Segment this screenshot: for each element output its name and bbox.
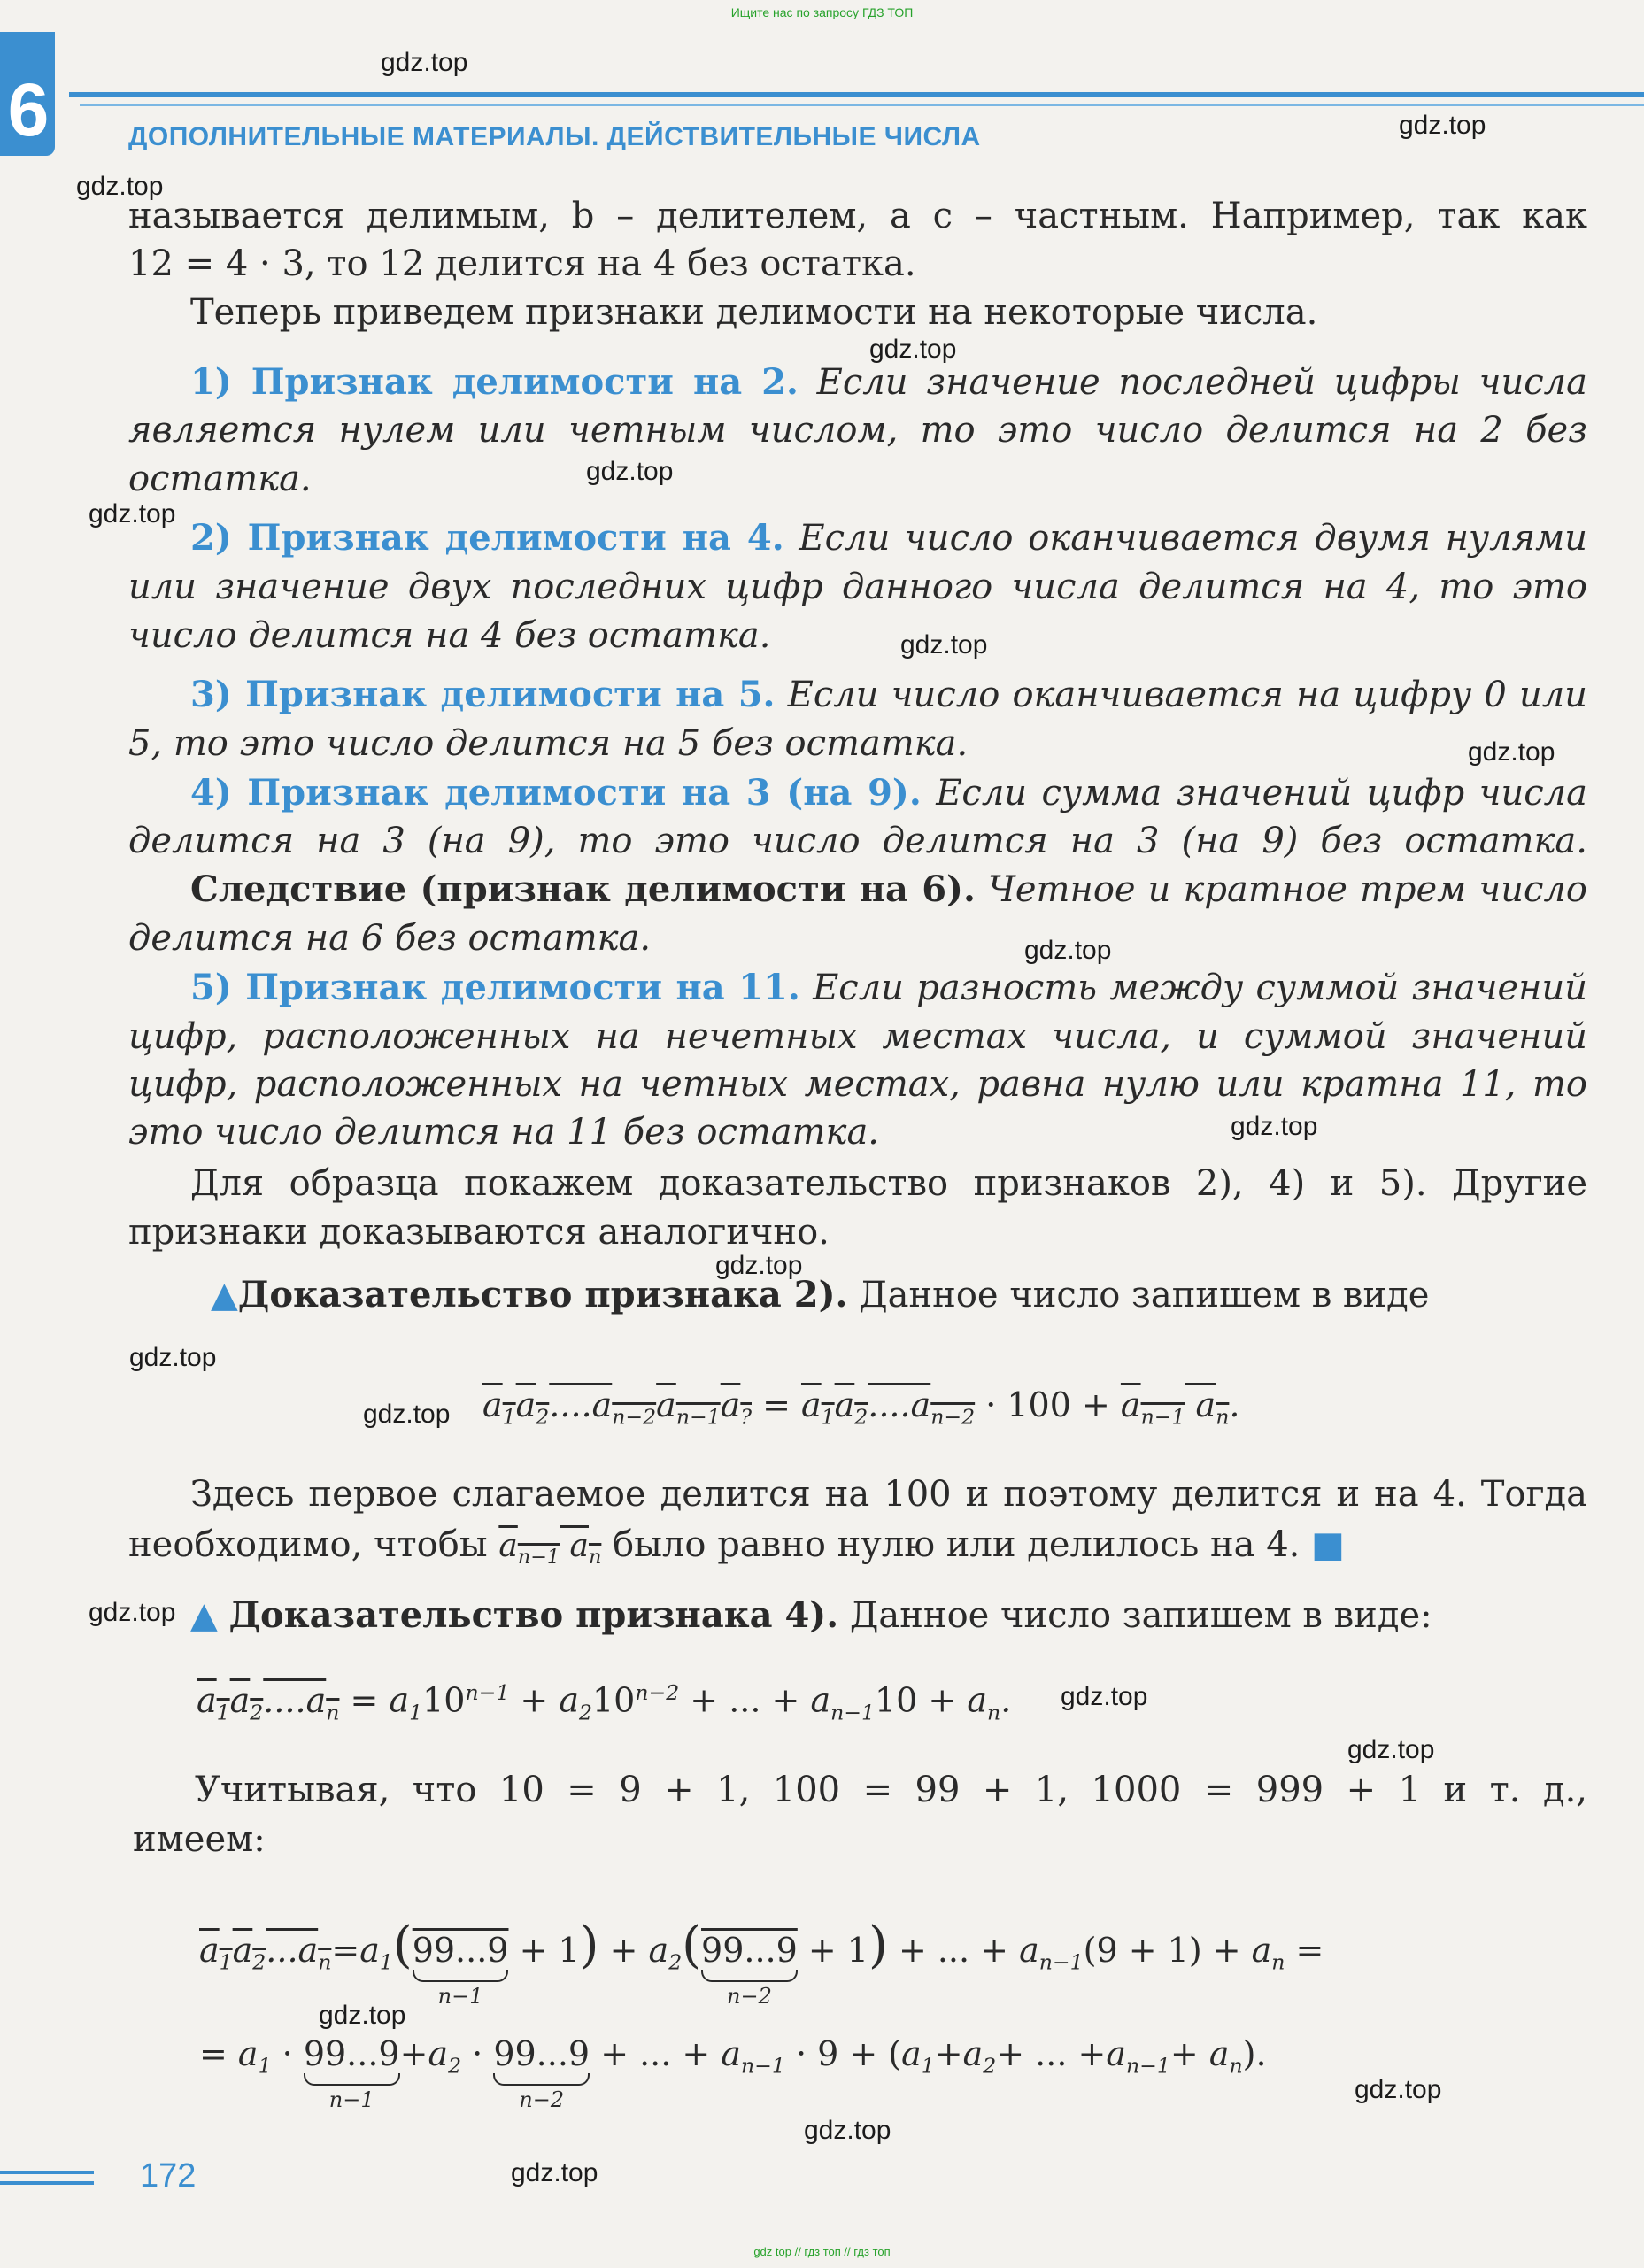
- rule-5-line-2: цифр, расположенных на нечетных местах числа, и суммой значений: [128, 1016, 1587, 1057]
- page-number: 172: [140, 2157, 197, 2195]
- watermark: gdz.top: [900, 630, 988, 660]
- rule-2-title: 2) Признак делимости на 4.: [190, 517, 784, 559]
- intro-line-1: называется делимым, b – делителем, а c – частным. Например, так как: [128, 196, 1587, 236]
- rule-2-line-3: число делится на 4 без остатка.: [128, 615, 771, 656]
- intro-line-2: 12 = 4 · 3, то 12 делится на 4 без остатка.: [128, 243, 916, 284]
- intro-line-3: Теперь приведем признаки делимости на некоторые числа.: [190, 292, 1318, 333]
- watermark: gdz.top: [319, 2001, 406, 2030]
- rule-4-line-1: 4) Признак делимости на 3 (на 9). Если сумма значений цифр числа: [190, 772, 1587, 814]
- triangle-marker-icon: ▲: [211, 1275, 238, 1315]
- end-proof-square-icon: ■: [1311, 1524, 1345, 1565]
- rule-1-line-2: является нулем или четным числом, то это число делится на 2 без: [128, 410, 1587, 451]
- proof-intro-line-2: признаки доказываются аналогично.: [128, 1212, 830, 1253]
- watermark: gdz.top: [804, 2116, 891, 2145]
- watermark: gdz.top: [76, 172, 164, 201]
- rule-2-line-1: 2) Признак делимости на 4. Если число оканчивается двумя нулями: [190, 517, 1587, 559]
- watermark: gdz.top: [1061, 1682, 1148, 1711]
- formula-3: $a_1a_2...a_n=a_1(99...9$ n−1 + $1) + a_2(99...9$ n−2 + 1) + ... + $a_{n-1}(9 + 1) + a_n$ =: [199, 1917, 1324, 2009]
- watermark: gdz.top: [1024, 936, 1112, 965]
- watermark: gdz.top: [381, 48, 468, 77]
- rule-4-title: 4) Признак делимости на 3 (на 9).: [190, 772, 922, 814]
- watermark: gdz.top: [1399, 111, 1486, 140]
- rule-1-line-1: 1) Признак делимости на 2. Если значение последней цифры числа: [190, 361, 1587, 403]
- formula-2: $a_1a_2....a_n = a_110^{n-1} + a_210^{n-2}$ + ... + $a_{n-1}10 + a_n$.: [197, 1680, 1012, 1725]
- watermark: gdz.top: [1347, 1735, 1435, 1764]
- header-rule-thin: [80, 104, 1644, 106]
- header-rule: [69, 92, 1644, 97]
- formula-1: $a_1a_2....a_{n-2}a_{n-1}a_? = a_1a_2....a_{n-2} \cdot 100 + a_{n-1}$ $a_n$.: [482, 1385, 1240, 1430]
- proof-4-mid-line-1: Учитывая, что 10 = 9 + 1, 100 = 99 + 1, 1000 = 999 + 1 и т. д.,: [195, 1770, 1587, 1810]
- watermark: gdz.top: [1231, 1112, 1318, 1141]
- corollary-line-1: Следствие (признак делимости на 6). Четное и кратное трем число: [190, 868, 1587, 910]
- corollary-title: Следствие (признак делимости на 6).: [190, 868, 976, 910]
- proof-2-after-line-2: необходимо, чтобы $a_{n-1}$ $a_n$ было равно нулю или делилось на 4. ■: [128, 1524, 1345, 1570]
- footer-rule: [0, 2181, 94, 2185]
- bottom-note: gdz top // гдз топ // гдз топ: [753, 2245, 891, 2258]
- watermark: gdz.top: [89, 1598, 176, 1627]
- rule-5-line-1: 5) Признак делимости на 11. Если разность между суммой значений: [190, 967, 1588, 1008]
- watermark: gdz.top: [89, 499, 176, 528]
- proof-4-heading: ▲ Доказательство признака 4). Данное число запишем в виде:: [190, 1594, 1432, 1636]
- watermark: gdz.top: [129, 1343, 217, 1372]
- proof-intro-line-1: Для образца покажем доказательство признаков 2), 4) и 5). Другие: [190, 1163, 1587, 1204]
- rule-5-title: 5) Признак делимости на 11.: [190, 967, 800, 1008]
- header-title: ДОПОЛНИТЕЛЬНЫЕ МАТЕРИАЛЫ. ДЕЙСТВИТЕЛЬНЫЕ ЧИСЛА: [128, 122, 981, 151]
- rule-3-line-2: 5, то это число делится на 5 без остатка.: [128, 723, 969, 764]
- rule-5-line-4: это число делится на 11 без остатка.: [128, 1112, 880, 1153]
- rule-1-line-3: остатка.: [128, 459, 312, 499]
- corollary-line-2: делится на 6 без остатка.: [128, 918, 652, 959]
- proof-2-title: Доказательство признака 2).: [237, 1274, 848, 1315]
- triangle-marker-icon: ▲: [190, 1595, 218, 1636]
- formula-4: = $a_1 \cdot 99...9$ n−1 $+a_2 \cdot 99...9$ n−2 + ... + $a_{n-1} \cdot 9 + (a_1+a_2+$ ... $+a_{n-1}+ a_n$).: [199, 2034, 1267, 2112]
- rule-3-line-1: 3) Признак делимости на 5. Если число оканчивается на цифру 0 или: [190, 674, 1587, 715]
- top-note: Ищите нас по запросу ГДЗ ТОП: [730, 5, 914, 19]
- watermark: gdz.top: [363, 1400, 451, 1429]
- watermark: gdz.top: [715, 1251, 803, 1280]
- rule-3-title: 3) Признак делимости на 5.: [190, 674, 776, 715]
- rule-5-line-3: цифр, расположенных на четных местах, равна нулю или кратна 11, то: [128, 1064, 1587, 1105]
- watermark: gdz.top: [586, 457, 674, 486]
- proof-2-after-line-1: Здесь первое слагаемое делится на 100 и поэтому делится и на 4. Тогда: [190, 1474, 1587, 1515]
- watermark: gdz.top: [869, 335, 957, 364]
- rule-4-line-2: делится на 3 (на 9), то это число делится на 3 (на 9) без остатка.: [128, 821, 1587, 861]
- rule-1-title: 1) Признак делимости на 2.: [190, 361, 799, 403]
- proof-4-mid-line-2: имеем:: [133, 1819, 266, 1860]
- chapter-number: 6: [7, 68, 50, 151]
- watermark: gdz.top: [511, 2158, 598, 2187]
- proof-2-heading: ▲Доказательство признака 2). Данное число запишем в виде: [211, 1274, 1430, 1315]
- rule-2-line-2: или значение двух последних цифр данного числа делится на 4, то это: [128, 567, 1587, 607]
- proof-4-title: Доказательство признака 4).: [228, 1594, 839, 1636]
- footer-rule: [0, 2171, 94, 2174]
- watermark: gdz.top: [1355, 2075, 1442, 2104]
- watermark: gdz.top: [1468, 737, 1555, 767]
